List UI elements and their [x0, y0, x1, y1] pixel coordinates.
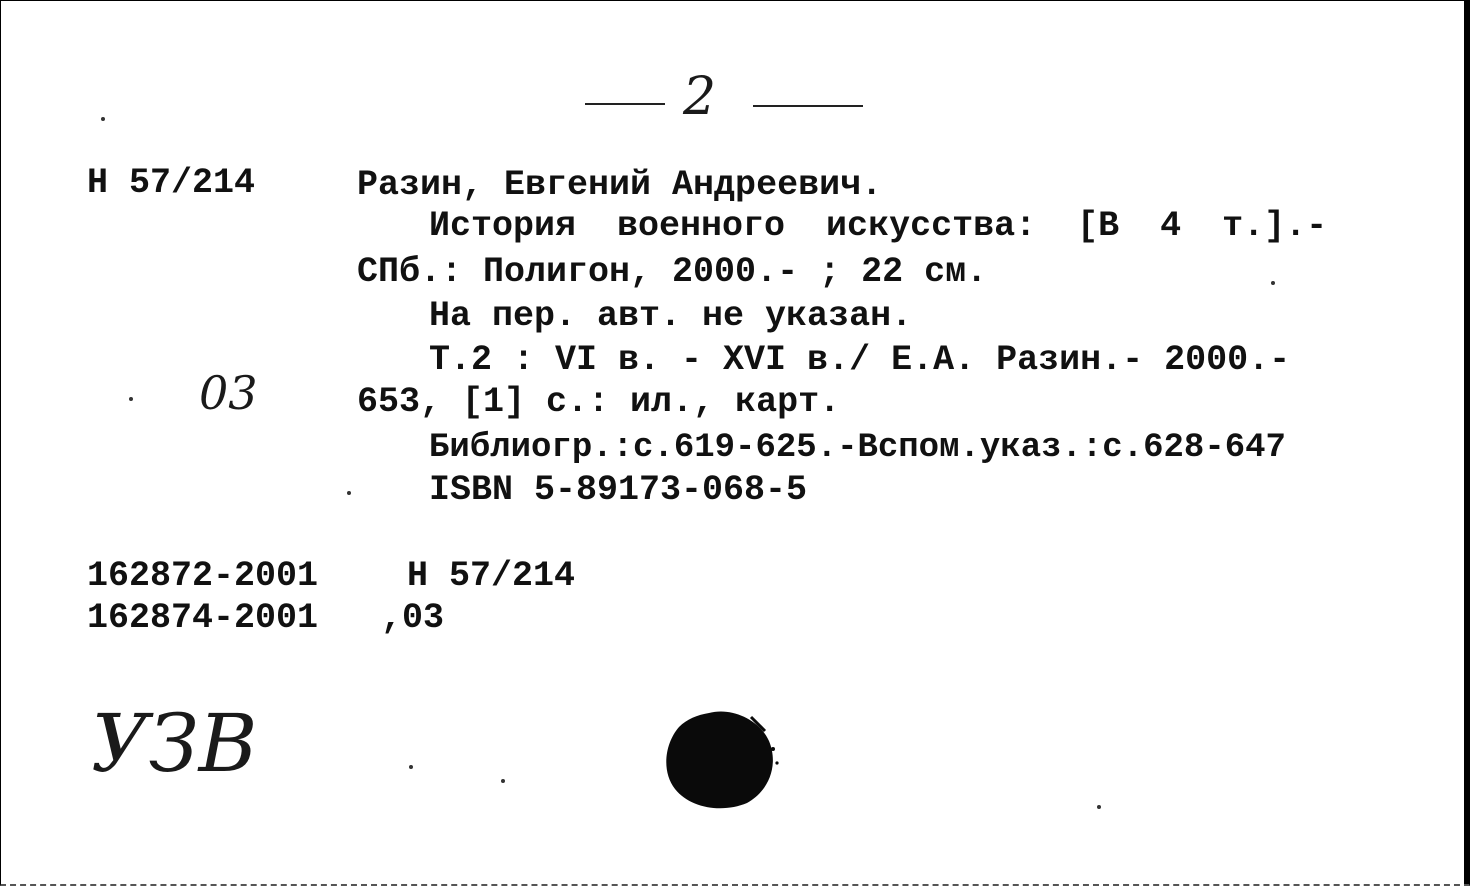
- isbn-line: ISBN 5-89173-068-5: [429, 470, 808, 510]
- holding-location-1: Н 57/214: [407, 556, 576, 596]
- header-rule-left: [585, 103, 665, 105]
- holding-inventory-1: 162872-2001: [87, 556, 319, 596]
- speck: [101, 117, 105, 121]
- bibliography-line: Библиогр.:с.619-625.-Вспом.указ.:с.628-647: [429, 429, 1286, 467]
- holding-inventory-2: 162874-2001: [87, 598, 319, 638]
- speck: [347, 491, 351, 495]
- volume-line: Т.2 : VI в. - XVI в./ Е.А. Разин.- 2000.-: [429, 340, 1291, 380]
- punch-hole: [661, 705, 791, 815]
- department-mark-handwritten: УЗВ: [91, 697, 258, 790]
- holding-location-2: ,03: [381, 598, 445, 638]
- author-heading: Разин, Евгений Андреевич.: [357, 165, 883, 205]
- note-line: На пер. авт. не указан.: [429, 296, 913, 336]
- speck: [409, 765, 413, 769]
- title-line: История военного искусства: [В 4 т.].-: [429, 206, 1328, 246]
- page-number: 2: [683, 67, 717, 127]
- speck: [501, 779, 505, 783]
- header-rule-right: [753, 105, 863, 107]
- shelfmark: Н 57/214: [87, 163, 256, 203]
- speck: [1097, 805, 1101, 809]
- imprint-line: СПб.: Полигон, 2000.- ; 22 см.: [357, 252, 988, 292]
- location-mark-handwritten: 03: [199, 366, 258, 420]
- extent-line: 653, [1] с.: ил., карт.: [357, 382, 841, 422]
- speck: [129, 397, 133, 401]
- speck: [1271, 281, 1275, 285]
